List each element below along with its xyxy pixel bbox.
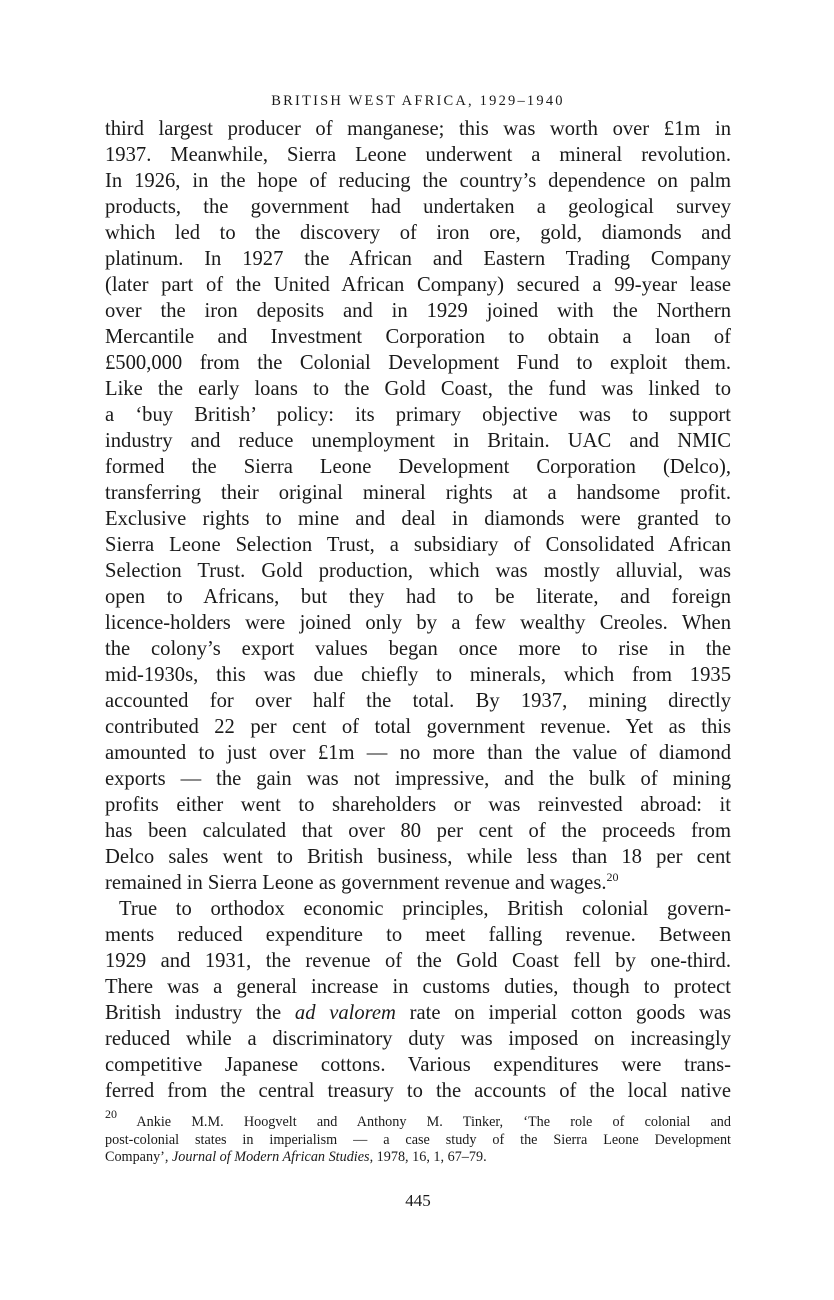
text-line: formed the Sierra Leone Development Corporation (Delco), <box>105 456 731 478</box>
paragraph-1 <box>105 116 731 896</box>
text-line: a ‘buy British’ policy: its primary objective was to support <box>105 404 731 426</box>
text-line: amounted to just over £1m — no more than the value of diamond <box>105 742 731 764</box>
text-line: accounted for over half the total. By 1937, mining directly <box>105 690 731 712</box>
footnote-line: post-colonial states in imperialism — a case study of the Sierra Leone Development <box>105 1131 731 1148</box>
text-line: True to orthodox economic principles, British colonial govern- <box>119 898 731 920</box>
text-line: Sierra Leone Selection Trust, a subsidiary of Consolidated African <box>105 534 731 556</box>
text-line: £500,000 from the Colonial Development Fund to exploit them. <box>105 352 731 374</box>
text-line: 1937. Meanwhile, Sierra Leone underwent a mineral revolution. <box>105 144 731 166</box>
text-line: has been calculated that over 80 per cent of the proceeds from <box>105 820 731 842</box>
text-line: which led to the discovery of iron ore, gold, diamonds and <box>105 222 731 244</box>
text-line: ferred from the central treasury to the accounts of the local native <box>105 1080 731 1102</box>
text-segment: Company’, <box>105 1149 172 1165</box>
text-line: reduced while a discriminatory duty was imposed on increasingly <box>105 1028 731 1050</box>
text-line: over the iron deposits and in 1929 joined with the Northern <box>105 300 731 322</box>
text-segment: British industry the <box>105 1002 295 1024</box>
text-line: profits either went to shareholders or was reinvested abroad: it <box>105 794 731 816</box>
text-line: ments reduced expenditure to meet falling revenue. Between <box>105 924 731 946</box>
text-line: 1929 and 1931, the revenue of the Gold Coast fell by one-third. <box>105 950 731 972</box>
text-line: There was a general increase in customs duties, though to protect <box>105 976 731 998</box>
text-line: transferring their original mineral rights at a handsome profit. <box>105 482 731 504</box>
running-head: BRITISH WEST AFRICA, 1929–1940 <box>271 93 565 109</box>
text-line: remained in Sierra Leone as government revenue and wages.$^{20}$ <box>105 870 619 894</box>
text-segment: Ankie M.M. Hoogvelt and Anthony M. Tinker, ‘The role of colonial and <box>117 1114 731 1130</box>
text-line: Mercantile and Investment Corporation to obtain a loan of <box>105 326 731 348</box>
journal-title: Journal of Modern African Studies <box>172 1149 370 1165</box>
text-line: mid-1930s, this was due chiefly to minerals, which from 1935 <box>105 664 731 686</box>
text-line: the colony’s export values began once more to rise in the <box>105 638 731 660</box>
italic-phrase: ad valorem <box>294 1002 396 1024</box>
footnote-number: 20 <box>105 1107 117 1121</box>
text-line: platinum. In 1927 the African and Eastern Trading Company <box>105 248 731 270</box>
text-segment: , 1978, 16, 1, 67–79. <box>369 1149 487 1165</box>
text-line: products, the government had undertaken a geological survey <box>105 196 731 218</box>
text-line: third largest producer of manganese; this was worth over £1m in <box>105 118 731 140</box>
text-line: Selection Trust. Gold production, which was mostly alluvial, was <box>105 560 731 582</box>
text-line: contributed 22 per cent of total government revenue. Yet as this <box>105 716 731 738</box>
page-number: 445 <box>405 1190 431 1210</box>
footnote <box>105 1107 731 1167</box>
text-line: competitive Japanese cottons. Various expenditures were trans- <box>105 1054 731 1076</box>
paragraph-2 <box>105 896 731 1104</box>
footnote-line <box>105 1107 731 1132</box>
book-page <box>105 88 731 1211</box>
text-line: In 1926, in the hope of reducing the country’s dependence on palm <box>105 170 731 192</box>
text-segment: rate on imperial cotton goods was <box>395 1002 731 1024</box>
footnote-line <box>105 1149 731 1167</box>
text-line: open to Africans, but they had to be literate, and foreign <box>105 586 731 608</box>
text-line: industry and reduce unemployment in Britain. UAC and NMIC <box>105 430 731 452</box>
text-line <box>105 1000 731 1026</box>
text-line: exports — the gain was not impressive, and the bulk of mining <box>105 768 731 790</box>
text-line: Exclusive rights to mine and deal in diamonds were granted to <box>105 508 731 530</box>
text-line: (later part of the United African Company) secured a 99-year lease <box>105 274 731 296</box>
text-line: licence-holders were joined only by a few wealthy Creoles. When <box>105 612 731 634</box>
footnote-reference: 20 <box>606 870 619 884</box>
text-line: Delco sales went to British business, while less than 18 per cent <box>105 846 731 868</box>
text-line: Like the early loans to the Gold Coast, the fund was linked to <box>105 378 731 400</box>
